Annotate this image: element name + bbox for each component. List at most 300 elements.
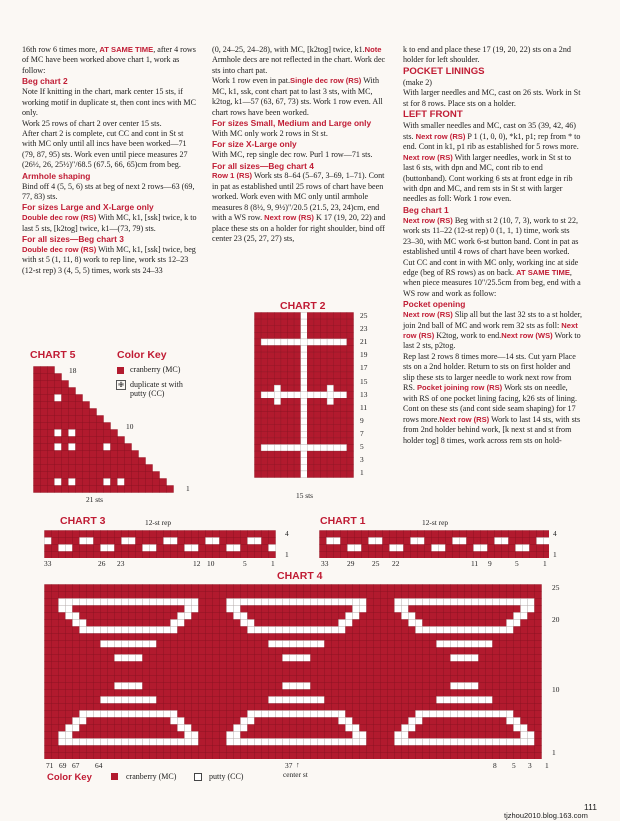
chart4-cell [80,620,87,627]
chart4-cell [150,732,157,739]
chart1-stitch-label: 11 [471,559,479,568]
chart4-cell [297,634,304,641]
chart4-cell [157,655,164,662]
chart3-cell [94,552,101,559]
chart3-cell [150,531,157,538]
chart4-cell [528,606,535,613]
chart4-cell [332,690,339,697]
chart4-cell [227,739,234,746]
chart3-cell [73,538,80,545]
chart2-cell [255,458,262,465]
chart4-cell [220,620,227,627]
chart4-cell [171,753,178,760]
chart3-cell [178,545,185,552]
chart2-cell [321,365,328,372]
chart4-cell [353,592,360,599]
chart4-cell [360,662,367,669]
chart4-cell [388,753,395,760]
chart1-cell [425,531,432,538]
chart4-cell [311,627,318,634]
chart2-cell [294,339,301,346]
chart4-cell [493,690,500,697]
chart4-cell [395,718,402,725]
chart4-cell [269,739,276,746]
chart1-cell [425,538,432,545]
chart2-cell [281,385,288,392]
chart4-cell [311,718,318,725]
chart3-cell [262,552,269,559]
chart4-cell [430,697,437,704]
chart4-cell [472,620,479,627]
chart5-cell [90,423,97,430]
chart4-cell [353,641,360,648]
chart4-cell [535,683,542,690]
chart2-cell [288,365,295,372]
chart4-cell [444,662,451,669]
chart4-cell [248,606,255,613]
chart3-cell [192,531,199,538]
body-text: With larger needles, work in St st to last 6 sts, with dpn and MC, cont rib to end (buttonband). Cont working 6 sts at front edge in rib with dpn and MC, and rem sts in St st with larger needles as foll: Work 1 row even. [403,152,573,204]
chart4-cell [269,676,276,683]
chart3-cell [45,538,52,545]
chart4-cell [304,655,311,662]
chart4-cell [493,606,500,613]
chart4-cell [73,697,80,704]
chart4-cell [325,683,332,690]
chart1-cell [341,531,348,538]
chart5-cell [55,416,62,423]
chart5-cell [55,458,62,465]
chart4-cell [122,718,129,725]
chart4-cell [213,662,220,669]
chart4-cell [122,676,129,683]
chart4-cell [171,697,178,704]
chart2-cell [321,464,328,471]
chart4-cell [129,662,136,669]
chart4-cell [227,620,234,627]
chart4-cell [94,648,101,655]
chart2-cell [281,451,288,458]
chart4-cell [409,683,416,690]
chart4-cell [402,648,409,655]
chart4-cell [437,655,444,662]
chart4-cell [171,676,178,683]
chart4-cell [430,655,437,662]
chart4-cell [430,599,437,606]
chart2-cell [255,418,262,425]
keyword: Next row (WS) [501,331,553,341]
chart2-cell [340,458,347,465]
chart4-cell [367,655,374,662]
chart4-cell [493,739,500,746]
chart4-cell [395,655,402,662]
chart5-cell [48,479,55,486]
chart4-cell [178,627,185,634]
chart4-cell [311,634,318,641]
chart5-cell [62,444,69,451]
chart4-cell [150,697,157,704]
chart1-stitch-label: 1 [543,559,547,568]
chart1-cell [502,538,509,545]
chart4-cell [248,725,255,732]
chart2-cell [268,319,275,326]
chart4-cell [199,704,206,711]
chart2-cell [334,352,341,359]
chart4-cell [374,725,381,732]
chart4-cell [199,599,206,606]
chart4-cell [332,711,339,718]
chart4-cell [227,613,234,620]
chart4-cell [402,662,409,669]
chart4-cell [220,641,227,648]
paragraph [212,76,392,118]
chart4-cell [374,599,381,606]
colorkey-bottom-mc-label: cranberry (MC) [126,772,177,781]
chart2-row-label: 5 [360,442,364,451]
chart4-cell [374,683,381,690]
chart4-cell [255,634,262,641]
body-text: , after 4 rows of MC have been worked above chart 1, work as follow: [22,45,196,75]
chart4-cell [325,620,332,627]
chart4-cell [66,739,73,746]
chart2-cell [347,431,354,438]
chart2-cell [301,319,308,326]
chart3-cell [52,552,59,559]
chart1-cell [355,552,362,559]
chart4-cell [332,683,339,690]
chart3-cell [248,538,255,545]
chart3-cell [59,538,66,545]
chart4-cell [528,690,535,697]
chart4-cell [192,753,199,760]
chart4-cell [220,627,227,634]
chart4-cell [178,697,185,704]
chart4-cell [493,613,500,620]
chart1-cell [432,545,439,552]
chart3-cell [66,531,73,538]
chart4-cell [122,620,129,627]
chart3-cell [73,531,80,538]
chart4-cell [101,599,108,606]
chart4-cell [332,676,339,683]
chart2-cell [281,405,288,412]
chart4-cell [164,655,171,662]
chart4-cell [486,746,493,753]
chart2-cell [321,418,328,425]
chart4-cell [346,648,353,655]
chart1-cell [355,545,362,552]
chart4-cell [430,634,437,641]
chart4-cell [402,592,409,599]
chart4-cell [178,711,185,718]
chart5-cell [83,402,90,409]
chart2-cell [307,385,314,392]
chart4-cell [192,704,199,711]
chart4-cell [269,711,276,718]
chart4-cell [521,655,528,662]
chart4-stitch-label: 8 [493,761,497,770]
chart2-cell [281,339,288,346]
chart2-cell [268,339,275,346]
chart4-cell [45,641,52,648]
chart4-cell [304,697,311,704]
chart4-cell [143,753,150,760]
chart4-cell [129,739,136,746]
chart4-cell [528,648,535,655]
chart1-stitch-label: 29 [347,559,355,568]
chart2-cell [327,412,334,419]
chart4-cell [514,746,521,753]
chart4-cell [241,676,248,683]
chart4-cell [185,648,192,655]
chart4-cell [66,732,73,739]
chart4-cell [143,627,150,634]
section-heading: Armhole shaping [22,170,91,181]
chart4-cell [101,704,108,711]
keyword: AT SAME TIME [99,45,154,54]
chart4-cell [129,753,136,760]
chart5-cell [90,465,97,472]
chart4-cell [374,606,381,613]
chart4-cell [45,753,52,760]
chart5-row-18-label: 18 [69,366,77,375]
chart4-cell [45,725,52,732]
chart4-cell [325,676,332,683]
chart5-cell [76,416,83,423]
chart2-cell [255,392,262,399]
chart4-cell [290,732,297,739]
chart2-cell [268,464,275,471]
chart5-cell [69,416,76,423]
chart5-cell [41,374,48,381]
chart2-cell [321,392,328,399]
chart2-cell [261,339,268,346]
chart4-cell [472,725,479,732]
chart4-cell [353,606,360,613]
chart4-cell [143,648,150,655]
chart4-cell [94,697,101,704]
keyword: Row 1 (RS) [212,171,253,181]
chart4-cell [437,697,444,704]
chart4-cell [486,585,493,592]
chart4-cell [339,697,346,704]
chart4-cell [157,592,164,599]
chart4-cell [171,711,178,718]
chart4-cell [262,683,269,690]
chart1-cell [397,538,404,545]
chart3-cell [108,552,115,559]
chart2-cell [288,438,295,445]
chart4-cell [129,711,136,718]
chart5-cell [62,430,69,437]
chart4-cell [395,704,402,711]
chart4-cell [395,676,402,683]
chart3-cell [101,552,108,559]
chart5-cell [55,472,62,479]
chart3-cell [80,538,87,545]
chart4-cell [339,648,346,655]
chart4-cell [458,697,465,704]
chart4-cell [325,641,332,648]
chart4-cell [479,620,486,627]
chart4-cell [388,725,395,732]
chart4-cell [388,662,395,669]
body-text: (0, 24–25, 24–28), with MC, [k2tog] twice, k1. [212,45,365,54]
chart4-cell [423,662,430,669]
chart5-cell [69,444,76,451]
chart1-cell [544,538,550,545]
chart4-cell [402,669,409,676]
chart4-cell [311,662,318,669]
chart5-cell [111,451,118,458]
chart2-cell [261,412,268,419]
chart2-cell [294,332,301,339]
paragraph [403,121,583,205]
chart2-cell [327,458,334,465]
chart4-cell [164,662,171,669]
chart4-cell [521,606,528,613]
chart4-cell [311,711,318,718]
chart4-cell [458,718,465,725]
chart4-cell [507,606,514,613]
chart4-cell [535,592,542,599]
chart4-cell [101,655,108,662]
chart4-cell [423,725,430,732]
chart2-cell [261,319,268,326]
chart5-cell [41,388,48,395]
chart4-cell [360,585,367,592]
chart4-cell [339,613,346,620]
chart4-cell [269,627,276,634]
chart5-cell [132,451,139,458]
chart4-cell [402,739,409,746]
chart2-cell [281,365,288,372]
chart4-cell [514,613,521,620]
chart4-cell [101,669,108,676]
chart4-cell [395,627,402,634]
chart4-cell [416,711,423,718]
chart2-cell [314,438,321,445]
chart4-cell [73,753,80,760]
chart4-cell [185,690,192,697]
chart4-cell [437,613,444,620]
chart4-cell [381,697,388,704]
chart4-cell [136,585,143,592]
chart4-cell [213,718,220,725]
chart2-cell [327,313,334,320]
chart2-cell [294,425,301,432]
colorkey-bottom-mc-swatch [111,773,118,780]
chart4-cell [465,704,472,711]
chart2-row-label: 9 [360,415,364,425]
chart3-cell [234,538,241,545]
chart4-cell [52,690,59,697]
chart4-cell [444,739,451,746]
chart3-cell [80,531,87,538]
chart5-cell [104,479,111,486]
chart4-cell [290,648,297,655]
chart1-cell [439,545,446,552]
chart1-cell [348,545,355,552]
chart4-cell [73,746,80,753]
keyword: Next row (RS) [403,152,453,162]
chart1-cell [411,538,418,545]
chart4-cell [115,718,122,725]
chart2-cell [288,313,295,320]
chart4-cell [507,697,514,704]
chart4-cell [493,732,500,739]
chart2-cell [281,352,288,359]
chart4-cell [493,669,500,676]
chart4-cell [521,746,528,753]
chart4-cell [297,662,304,669]
chart2-cell [314,385,321,392]
chart4-cell [346,732,353,739]
chart2-cell [288,464,295,471]
chart4-cell [465,627,472,634]
chart4-cell [178,732,185,739]
chart4-cell [45,592,52,599]
chart4-cell [486,627,493,634]
chart3-cell [66,545,73,552]
chart4-cell [255,641,262,648]
chart4-cell [276,683,283,690]
chart4-cell [94,676,101,683]
chart4-cell [465,732,472,739]
chart4-cell [241,697,248,704]
chart4-cell [101,725,108,732]
chart4-cell [360,753,367,760]
chart1-cell [432,552,439,559]
chart4-cell [59,690,66,697]
chart2-cell [334,445,341,452]
chart4-cell [269,648,276,655]
chart1-cell [362,531,369,538]
chart4-cell [521,669,528,676]
chart4-cell [493,676,500,683]
chart4-cell [283,606,290,613]
chart4-cell [66,641,73,648]
body-text: Slip all but the last 32 sts to a st holder, join 2nd ball of MC and work rem 32 sts as foll: [403,310,582,330]
chart4-cell [206,592,213,599]
chart4-cell [332,606,339,613]
chart4-cell [402,725,409,732]
chart4-cell [150,676,157,683]
chart5-cell [97,416,104,423]
paragraph [212,150,392,160]
chart4-cell [528,697,535,704]
chart2-cell [327,398,334,405]
chart2-cell [261,313,268,320]
chart2-cell [261,392,268,399]
chart5-cell [111,465,118,472]
chart4-cell [409,662,416,669]
chart4-cell [269,732,276,739]
chart4-cell [150,648,157,655]
chart4-cell [129,599,136,606]
chart4-cell [283,739,290,746]
chart5-cell [118,451,125,458]
chart2-cell [268,458,275,465]
chart3-cell [115,538,122,545]
chart4-cell [458,662,465,669]
chart1-cell [418,538,425,545]
chart4-cell [437,620,444,627]
chart4-cell [367,753,374,760]
chart4-cell [416,676,423,683]
chart4-cell [360,746,367,753]
chart4-cell [479,683,486,690]
